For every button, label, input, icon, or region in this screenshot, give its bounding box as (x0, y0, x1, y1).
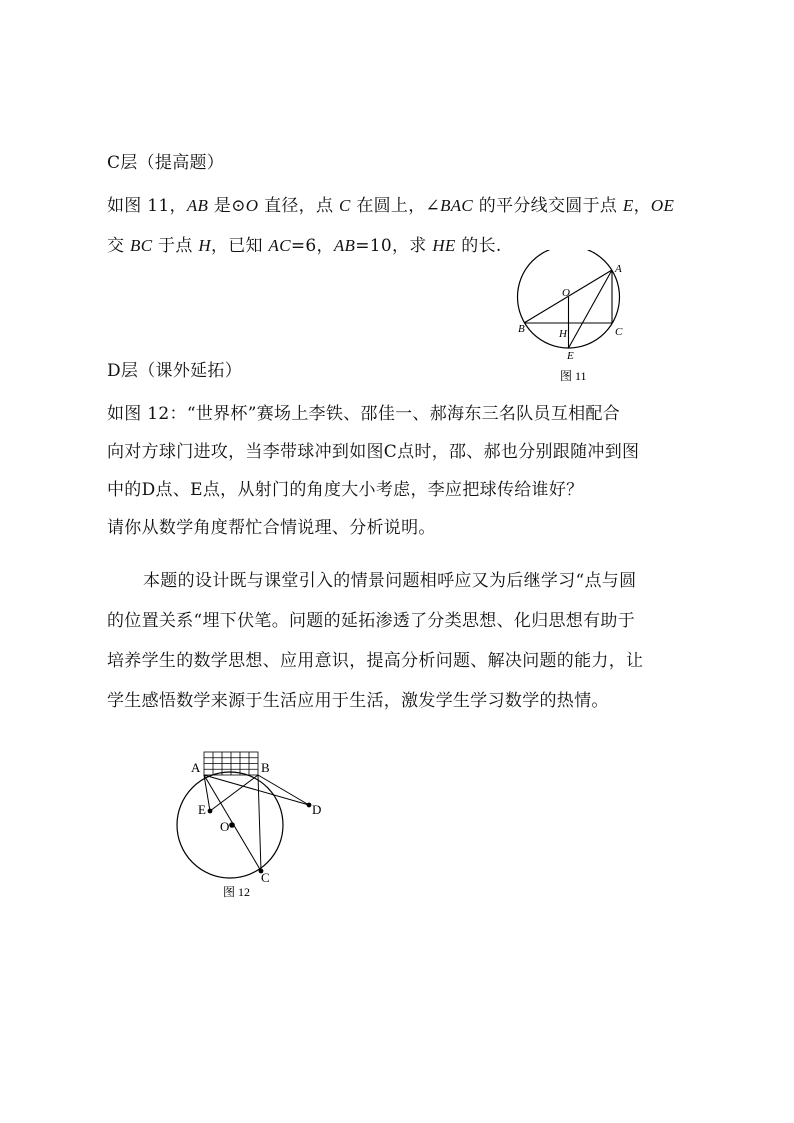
label-a: A (615, 263, 622, 275)
segment-bc (258, 775, 261, 871)
label-b: B (518, 323, 525, 335)
problem-d-line-4: 请你从数学角度帮忙合情说理、分析说明。 (107, 518, 436, 538)
label-c: C (261, 870, 270, 885)
text-segment: 于点 (152, 236, 199, 256)
label-o: O (220, 819, 230, 834)
math-var: OE (650, 196, 675, 215)
commentary-line-4: 学生感悟数学来源于生活应用于生活，激发学生学习数学的热情。 (107, 691, 609, 711)
figure-11-diagram (505, 250, 640, 390)
math-var: AC (268, 236, 291, 255)
label-a: A (191, 760, 201, 775)
text-segment: 在圆上，∠ (350, 196, 441, 216)
text-segment: =6， (290, 236, 334, 256)
commentary-line-1: 本题的设计既与课堂引入的情景问题相呼应又为后继学习“点与圆 (143, 571, 637, 591)
segment-ae (569, 270, 613, 348)
point-d (307, 803, 312, 808)
text-segment: 的长. (455, 236, 502, 256)
commentary-line-3: 培养学生的数学思想、应用意识，提高分析问题、解决问题的能力，让 (107, 651, 644, 671)
math-var: E (622, 196, 634, 215)
commentary-line-2: 的位置关系“埋下伏笔。问题的延拓渗透了分类思想、化归思想有助于 (107, 611, 635, 631)
text-segment: 交 (107, 236, 131, 256)
problem-c-line-2 (107, 231, 502, 256)
problem-d-line-1: 如图 12：“世界杯”赛场上李铁、邵佳一、郝海东三名队员互相配合 (107, 404, 621, 424)
math-var: AB (333, 236, 356, 255)
goal-net (204, 752, 258, 775)
problem-d-line-3: 中的D点、E点，从射门的角度大小考虑，李应把球传给谁好？ (107, 480, 584, 500)
text-segment: =10，求 (355, 236, 433, 256)
text-segment: 直径，点 (258, 196, 339, 216)
label-o: O (562, 287, 570, 299)
math-var: O (245, 196, 259, 215)
section-d-heading: D层（课外延拓） (107, 361, 243, 381)
figure-12-diagram (170, 742, 340, 907)
segment-be (210, 775, 258, 811)
math-var: BC (130, 236, 153, 255)
text-segment: ，已知 (210, 236, 269, 256)
label-h: H (559, 328, 567, 340)
point-o (229, 822, 235, 828)
text-segment: 是⊙ (208, 196, 246, 216)
segment-bd (258, 775, 309, 805)
text-segment: ， (633, 196, 651, 216)
label-e: E (198, 802, 206, 817)
section-c-heading: C层（提高题） (107, 153, 225, 173)
label-e: E (567, 350, 574, 362)
label-d: D (312, 802, 322, 817)
math-var: AB (186, 196, 209, 215)
label-b: B (261, 760, 270, 775)
problem-c-line-1 (107, 191, 674, 216)
text-segment: 如图 11， (107, 196, 187, 216)
label-c: C (615, 326, 623, 338)
text-segment: 的平分线交圆于点 (473, 196, 623, 216)
math-var: BAC (440, 196, 474, 215)
math-var: H (198, 236, 211, 255)
math-var: HE (432, 236, 456, 255)
figure-11-caption: 图 11 (560, 369, 587, 383)
point-e (208, 809, 213, 814)
problem-d-line-2: 向对方球门进攻，当李带球冲到如图C点时，邵、郝也分别跟随冲到图 (107, 442, 640, 462)
math-var: C (338, 196, 351, 215)
figure-12-caption: 图 12 (223, 885, 251, 899)
